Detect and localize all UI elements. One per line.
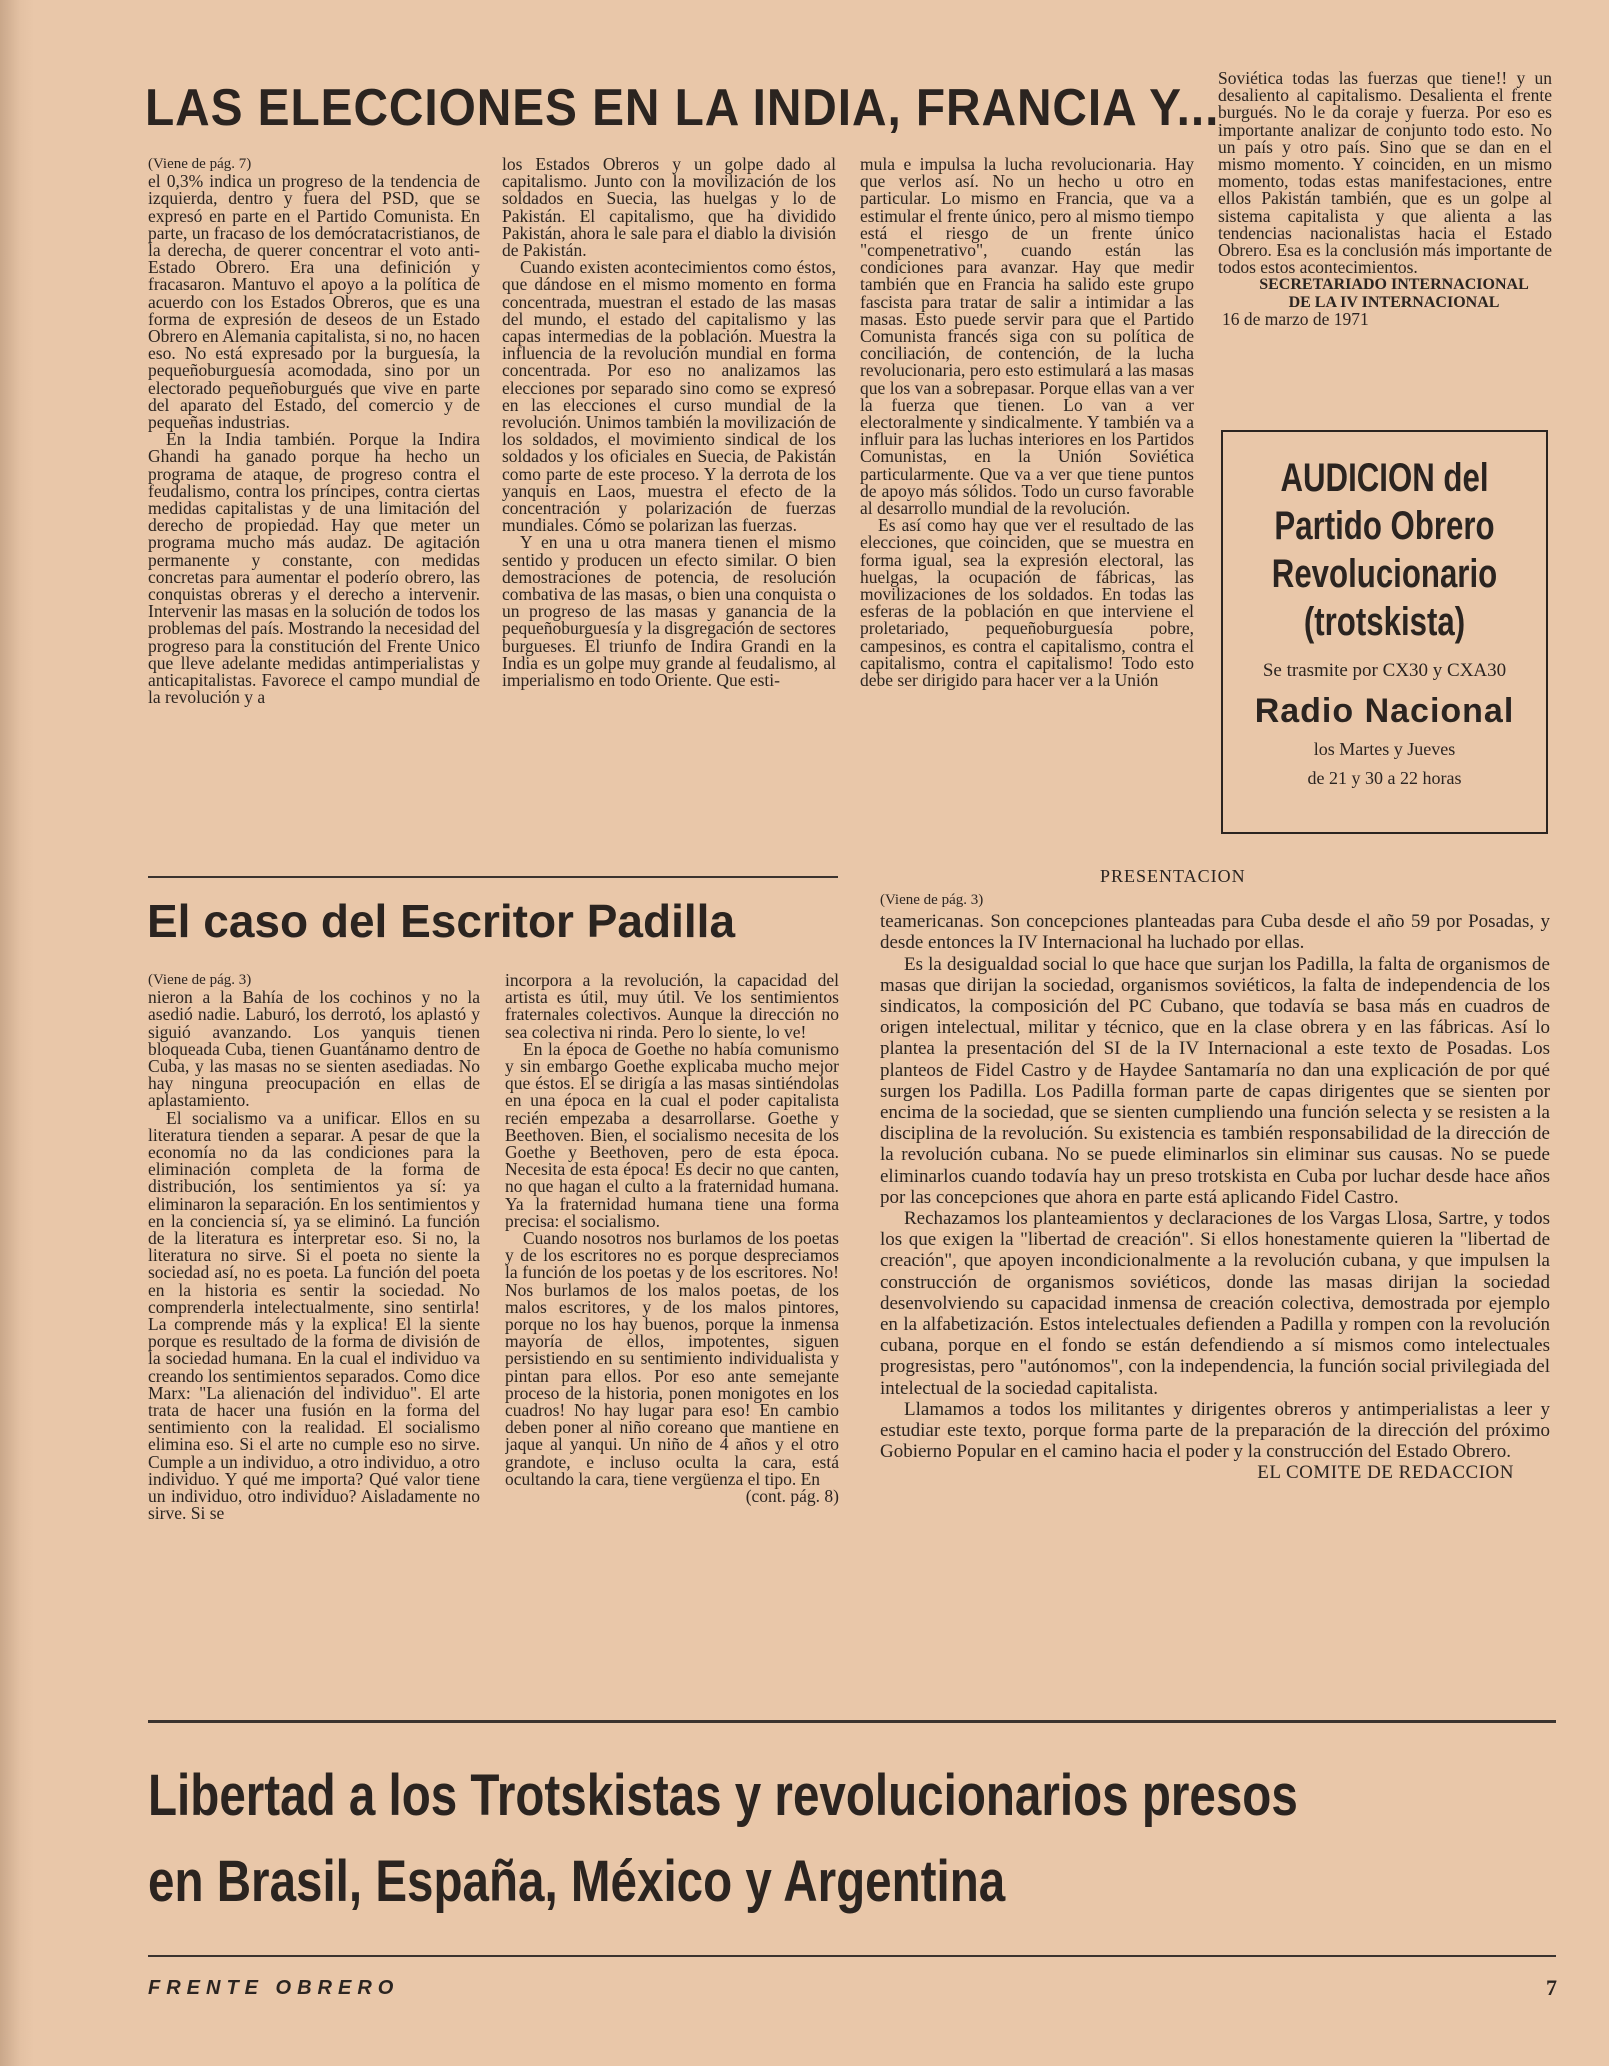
banner-line-2: en Brasil, España, México y Argentina	[148, 1849, 1006, 1914]
presentacion-title: PRESENTACION	[1100, 866, 1246, 886]
signature-line: DE LA IV INTERNACIONAL	[1288, 293, 1500, 311]
paragraph: Cuando nosotros nos burlamos de los poetas y de los escritores no es porque despreciamos la función de los poetas y de los escritores. No! Nos burlamos de los malos poetas, de los malos escritores, y de los malos pintores, porque no los hay buenos, porque la inmensa mayoría de ellos, impotentes, siguen persistiendo en su sentimiento individualista y pintan para ellos. Por eso ante semejante proceso de la historia, ponen monigotes en los cuadros! No hay lugar para eso! En cambio deben poner al niño coreano que mantiene en jaque al yanqui. Un niño de 4 años y el otro grandote, e incluso oculta la cara, está ocultando la cara, tiene vergüenza el tipo. En	[505, 1228, 839, 1489]
paragraph: los Estados Obreros y un golpe dado al capitalismo. Junto con la movilización de los soldados en Suecia, las huelgas y lo de Pakistán. El capitalismo, que ha dividido Pakistán, ahora le sale para el diablo la división de Pakistán.	[502, 156, 836, 261]
article-date: 16 de marzo de 1971	[1222, 308, 1369, 329]
radio-box-title-line: Partido Obrero	[1274, 504, 1495, 548]
presentacion-signature: EL COMITE DE REDACCION	[1257, 1462, 1514, 1484]
continuation-note: (cont. pág. 8)	[745, 1486, 839, 1507]
paragraph: mula e impulsa la lucha revolucionaria. Hay que verlos así. No un hecho u otro en particular. Lo mismo en Francia, que va a estimular el frente único, pero al mismo tiempo está el riesgo de un frente único "compenetrativo", cuando están las condiciones para avanzar. Hay que medir también que en Francia ha salido este grupo fascista para tratar de salir a intimidar a las masas. Esto puede servir para que el Partido Comunista francés siga con su política de conciliación, de contención, de la lucha revolucionaria, pero esto estimulará a las masas que los van a sobrepasar. Porque ellas van a ver la fuerza que tienen. Lo van a ver electoralmente y sindicalmente. Y también va a influir para las luchas interiores en los Partidos Comunistas, en la Unión Soviética particularmente. Que va a ver que tiene puntos de apoyo más sólidos. Todo un curso favorable al desarrollo mundial de la revolución.	[860, 156, 1194, 519]
paragraph: incorpora a la revolución, la capacidad del artista es útil, muy útil. Ve los sentimientos fraternales colectivos. Aunque la dirección no sea colectiva ni rinda. Pero lo siente, lo ve!	[505, 972, 839, 1042]
radio-frequency-text: Se trasmite por CX30 y CXA30	[1262, 660, 1507, 681]
continuation-note: (Viene de pág. 3)	[880, 892, 984, 908]
signature-line: SECRETARIADO INTERNACIONAL	[1259, 276, 1529, 294]
radio-box-title-line: AUDICION del	[1280, 456, 1489, 500]
article1-column-2	[502, 156, 836, 846]
article2-column-2	[505, 972, 839, 1698]
article1-headline: LAS ELECCIONES EN LA INDIA, FRANCIA Y...	[145, 79, 1220, 137]
paragraph: Cuando existen acontecimientos como éstos, que dándose en el mismo momento en forma concentrada, muestran el estado de las masas del mundo, el estado del capitalismo y las capas intermedias de la población. Muestra la influencia de la revolución mundial en forma concentrada. Por eso no analizamos las elecciones por separado sino como se expresó en las elecciones el curso mundial de la revolución. Unimos también la movilización de los soldados, el movimiento sindical de los soldados y los oficiales en Suecia, de Pakistán como parte de este proceso. Y la derrota de los yanquis en Laos, muestra el efecto de la concentración y polarización de fuerzas mundiales. Cómo se polarizan las fuerzas.	[502, 257, 836, 536]
paragraph: nieron a la Bahía de los cochinos y no la asedió nadie. Laburó, los derrotó, los aplastó y siguió avanzando. Los yanquis tienen bloqueada Cuba, tienen Guantánamo dentro de Cuba, y las masas no se sienten asediadas. No hay ninguna preocupación en ellas de aplastamiento.	[148, 987, 480, 1111]
article2-headline: El caso del Escritor Padilla	[147, 895, 736, 947]
article1-column-4	[1218, 70, 1552, 400]
continuation-note: (Viene de pág. 7)	[148, 156, 252, 172]
continuation-note: (Viene de pág. 3)	[148, 972, 252, 988]
paragraph: Rechazamos los planteamientos y declaraciones de los Vargas Llosa, Sartre, y todos los que exigen la "libertad de creación". Si ellos honestamente quieren la "libertad de creación", que apoyen incondicionalmente a la revolución cubana, y que impulsen la construcción de organismos soviéticos, donde las masas dirijan la sociedad desenvolviendo su capacidad inmensa de creación colectiva, demostrada por ejemplo en la alfabetización. Estos intelectuales defienden a Padilla y rompen con la revolución cubana, porque en el fondo se están defendiendo a sí mismos como intelectuales progresistas, pero "autónomos", con la independencia, la función social privilegiada del intelectual de la sociedad capitalista.	[880, 1208, 1550, 1399]
radio-box-title-line: (trotskista)	[1303, 600, 1466, 644]
banner-top-rule	[148, 1720, 1556, 1723]
article2-column-1	[148, 972, 480, 1696]
paragraph: Soviética todas las fuerzas que tiene!! y un desaliento al capitalismo. Desalienta el frente burgués. No le da coraje y fuerza. Por eso es importante analizar de conjunto todo esto. No un país y otro país. Sino que se dan en el mismo momento. Y coinciden, en un mismo momento, todas estas manifestaciones, entre ellos Pakistán también, que es un golpe al sistema capitalista y que alienta a las tendencias nacionalistas hacia el Estado Obrero. Esa es la conclusión más importante de todos estos acontecimientos.	[1218, 70, 1552, 278]
page-fold-shadow	[0, 0, 34, 2066]
section-divider	[148, 876, 838, 878]
paragraph: el 0,3% indica un progreso de la tendencia de izquierda, dentro y fuera del PSD, que se expresó en parte en el Partido Comunista. En parte, un fracaso de los demócratacristianos, de la derecha, de querer concentrar el voto anti-Estado Obrero. Era una definición y fracasaron. Mantuvo el apoyo a la política de acuerdo con los Estados Obreros, que es una forma de expresión de deseos de un Estado Obrero en Alemania capitalista, si no, no hacen eso. No está expresado por la burguesía, la pequeñoburguesía acomodada, sino por un electorado pequeñoburgués que vive en parte del aparato del Estado, del comercio y de pequeñas industrias.	[148, 171, 480, 433]
radio-advertisement-box	[1221, 430, 1548, 834]
publication-name: FRENTE OBRERO	[148, 1977, 400, 1999]
paragraph: Es la desigualdad social lo que hace que surjan los Padilla, la falta de organismos de masas que dirijan la sociedad, organismos soviéticos, la falta de independencia de los sindicatos, la composición del PC Cubano, que todavía se basa más en cuadros de origen intelectual, militar y técnico, que en la clase obrera y en las fábricas. Así lo plantea la presentación del SI de la IV Internacional a este texto de Posadas. Los planteos de Fidel Castro y de Haydee Santamaría no dan una explicación de por qué surgen los Padilla. Los Padilla forman parte de capas dirigentes que se sienten por encima de la sociedad, que se sienten cumpliendo una función selecta y se resisten a la disciplina de la revolución. Su existencia es también responsabilidad de la dirección de la revolución cubana. No se puede eliminarlos sin eliminar sus causas. No se puede eliminarlos cuando todavía hay un preso trotskista en Cuba por luchar desde hace años por las concepciones que ahora en parte está aplicando Fidel Castro.	[880, 953, 1550, 1208]
radio-days: los Martes y Jueves	[1313, 739, 1456, 759]
paragraph: Y en una u otra manera tienen el mismo sentido y producen un efecto similar. O bien demostraciones de potencia, de resolución combativa de las masas, o bien una conquista o un progreso de las masas y ganancia de la pequeñoburguesía y la disgregación de sectores burgueses. El triunfo de Indira Grandi en la India es un golpe muy grande al feudalismo, al imperialismo en todo Oriente. Que esti-	[502, 532, 836, 691]
paragraph: En la India también. Porque la Indira Ghandi ha ganado porque ha hecho un programa de ataque, de progreso contra el feudalismo, contra los príncipes, contra ciertas medidas capitalistas y de una limitación del derecho de propiedad. Hay que meter un programa mucho más audaz. De agitación permanente y constante, con medidas concretas para aumentar el poderío obrero, las conquistas obreras y el derecho a intervenir. Intervenir las masas en la solución de todos los problemas del país. Mostrando la necesidad del progreso para la constitución del Frente Unico que lleve adelante medidas antimperialistas y anticapitalistas. Favorece el campo mundial de la revolución y a	[148, 429, 480, 708]
radio-hours: de 21 y 30 a 22 horas	[1307, 768, 1462, 788]
footer-rule	[148, 1955, 1556, 1957]
article1-column-1	[148, 156, 480, 846]
page-number: 7	[1546, 1975, 1557, 2000]
article1-column-3	[860, 156, 1194, 846]
presentacion-body	[880, 890, 1550, 1702]
paragraph: Es así como hay que ver el resultado de las elecciones, que coinciden, que se muestra en forma igual, sea la expresión electoral, las huelgas, la ocupación de fábricas, las movilizaciones de los soldados. En todas las esferas de la población en que interviene el proletariado, pequeñoburguesía pobre, campesinos, es contra el capitalismo, contra el capitalismo, contra el capitalismo! Todo esto debe ser dirigido para hacer ver a la Unión	[860, 515, 1194, 691]
paragraph: teamericanas. Son concepciones planteadas para Cuba desde el año 59 por Posadas, y desde entonces la IV Internacional ha luchado por ellas.	[880, 911, 1550, 954]
banner-line-1: Libertad a los Trotskistas y revolucionarios presos	[148, 1763, 1298, 1828]
radio-station-name: Radio Nacional	[1254, 692, 1515, 730]
radio-box-title-line: Revolucionario	[1271, 552, 1498, 596]
paragraph: En la época de Goethe no había comunismo y sin embargo Goethe explicaba mucho mejor que éstos. El se dirigía a las masas sintiéndolas en una época en la cual el poder capitalista recién empezaba a desarrollarse. Goethe y Beethoven. Bien, el socialismo necesita de los Goethe y Beethoven, pero de esta época. Necesita de esta época! Es decir no que canten, no que hagan el culto a la fraternidad humana. Ya la fraternidad humana tiene una forma precisa: el socialismo.	[505, 1038, 839, 1231]
paragraph: El socialismo va a unificar. Ellos en su literatura tienden a separar. A pesar de que la economía no da las condiciones para la eliminación completa de la forma de distribución, los sentimientos ya sí: ya eliminaron la separación. En los sentimientos y en la conciencia sí, ya se eliminó. La función de la literatura es interpretar eso. Si no, la literatura no sirve. Si el poeta no siente la sociedad así, no es poeta. La función del poeta en la historia es sentir la sociedad. No comprenderla intelectualmente, sino sentirla! La comprende más y la explica! El la siente porque es resultado de la forma de división de la sociedad humana. En la cual el individuo va creando los sentimientos separados. Como dice Marx: "La alienación del individuo". El arte trata de hacer una fusión en la forma del sentimiento con la realidad. El socialismo elimina eso. Si el arte no cumple eso no sirve. Cumple a un individuo, a otro individuo, a otro individuo. Y qué me importa? Qué valor tiene un individuo, otro individuo? Aisladamente no sirve. Si se	[148, 1107, 480, 1524]
paragraph: Llamamos a todos los militantes y dirigentes obreros y antimperialistas a leer y estudiar este texto, porque forma parte de la preparación de la dirección del próximo Gobierno Popular en el camino hacia el poder y la construcción del Estado Obrero.	[880, 1398, 1550, 1463]
